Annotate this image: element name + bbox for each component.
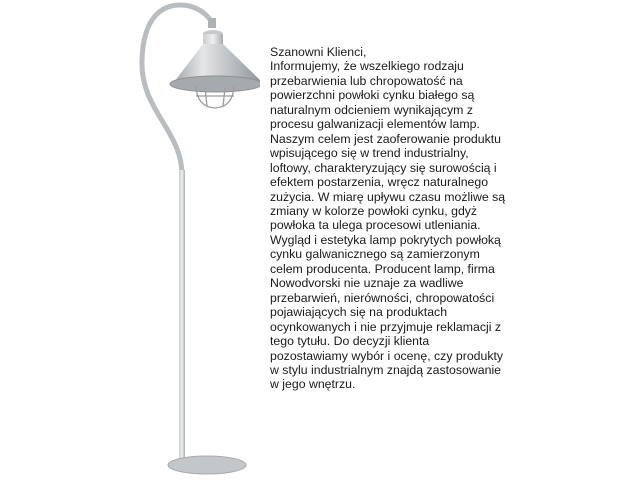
- floor-lamp-image: [0, 0, 260, 480]
- notice-line: loftowy, charakteryzujący się surowością i: [270, 160, 497, 175]
- notice-line: Informujemy, że wszelkiego rodzaju: [270, 59, 464, 74]
- notice-line: zużycia. W miarę upływu czasu możliwe są: [270, 189, 506, 204]
- notice-line: pojawiających się na produktach: [270, 305, 448, 320]
- lamp-base: [168, 456, 246, 474]
- notice-line: cynku galwanicznego są zamierzonym: [270, 247, 480, 262]
- notice-greeting: Szanowni Klienci,: [270, 45, 367, 59]
- notice-line: ocynkowanych i nie przyjmuje reklamacji z: [270, 319, 501, 334]
- lamp-shade: [170, 18, 260, 108]
- notice-line: Wygląd i estetyka lamp pokrytych powłoką: [270, 232, 501, 247]
- notice-line: tego tytułu. Do decyzji klienta: [270, 334, 430, 349]
- notice-line: celem producenta. Producent lamp, firma: [270, 261, 495, 276]
- notice-line: Naszym celem jest zaoferowanie produktu: [270, 131, 502, 146]
- notice-line: w stylu industrialnym znajdą zastosowanie: [270, 362, 502, 377]
- notice-line: przebarwienia lub chropowatość na: [270, 73, 463, 88]
- lamp-pole: [179, 170, 185, 462]
- notice-line: wpisującego się w trend industrialny,: [270, 146, 469, 161]
- notice-line: zmiany w kolorze powłoki cynku, gdyż: [270, 203, 478, 218]
- zinc-coating-notice: [270, 45, 570, 392]
- notice-line: procesu galwanizacji elementów lamp.: [270, 117, 480, 132]
- notice-line: przebarwień, nierówności, chropowatości: [270, 290, 495, 305]
- notice-line: efektem postarzenia, wręcz naturalnego: [270, 175, 489, 190]
- notice-line: pozostawiamy wybór i ocenę, czy produkty: [270, 348, 504, 363]
- notice-line: powłoka ta ulega procesowi utleniania.: [270, 218, 481, 233]
- notice-line: w jego wnętrzu.: [270, 377, 356, 392]
- notice-line: naturalnym odcieniem wynikającym z: [270, 102, 473, 117]
- notice-line: Nowodvorski nie uznaje za wadliwe: [270, 276, 464, 291]
- notice-line: powierzchni powłoki cynku białego są: [270, 88, 475, 103]
